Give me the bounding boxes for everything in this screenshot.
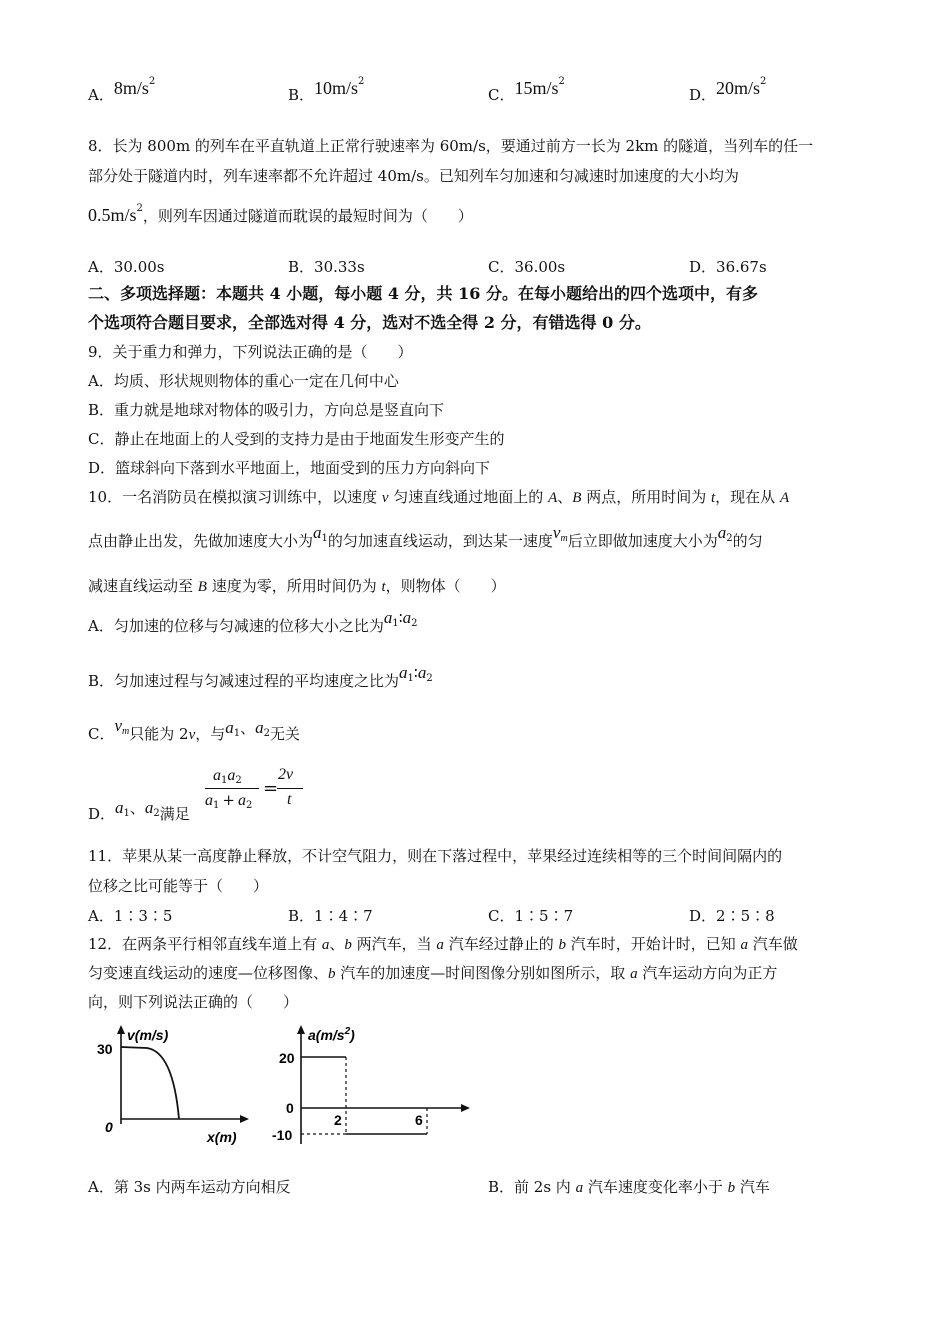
q11-option-c: C．1∶5∶7 xyxy=(488,907,574,925)
a-tick-neg10: -10 xyxy=(272,1127,293,1143)
velocity-curve xyxy=(121,1047,179,1119)
t-axis-arrow xyxy=(461,1104,470,1112)
formula-equals: = xyxy=(263,778,279,799)
q10-stem-line-3: 减速直线运动至 B 速度为零，所用时间仍为 t，则物体（ ） xyxy=(88,577,506,595)
q11-option-a: A．1∶3∶5 xyxy=(88,907,173,925)
formula-denominator: $a_1 + a_2$ xyxy=(205,791,253,811)
v-axis-arrow xyxy=(117,1025,125,1034)
q11-option-b: B．1∶4∶7 xyxy=(288,907,373,925)
formula-rhs-numerator: 2v xyxy=(278,766,294,783)
section-2-heading-line-1: 二、多项选择题：本题共 4 小题，每小题 4 分，共 16 分。在每小题给出的四个选项中，有多 xyxy=(88,284,758,303)
q11-stem-line-2: 位移之比可能等于（ ） xyxy=(88,877,269,895)
q12-stem-line-3: 向，则下列说法正确的（ ） xyxy=(88,993,299,1011)
q8-option-d: D．36.67s xyxy=(689,258,767,276)
q10-option-d-formula xyxy=(205,766,305,816)
a-tick-20: 20 xyxy=(279,1050,295,1066)
q12-stem-line-2: 匀变速直线运动的速度—位移图像、b 汽车的加速度—时间图像分别如图所示，取 a 汽车运动方向为正方 xyxy=(88,964,778,982)
q8-option-a: A．30.00s xyxy=(88,258,165,276)
q8-stem-line-2: 部分处于隧道内时，列车速率都不允许超过 40m/s。已知列车匀加速和匀减速时加速度的大小均为 xyxy=(88,167,739,185)
q10-option-d: D．$a_1$、$a_2$满足 xyxy=(88,798,190,823)
q8-option-c: C．36.00s xyxy=(488,258,566,276)
v-tick-30: 30 xyxy=(97,1041,113,1057)
q9-option-b: B．重力就是地球对物体的吸引力，方向总是竖直向下 xyxy=(88,401,445,419)
a-axis-label: $a(m/s^2)$ xyxy=(308,1026,355,1043)
q12-stem-line-1: 12．在两条平行相邻直线车道上有 a、b 两汽车，当 a 汽车经过静止的 b 汽车时，开始计时，已知 a 汽车做 xyxy=(88,935,798,953)
q11-stem-line-1: 11．苹果从某一高度静止释放，不计空气阻力，则在下落过程中，苹果经过连续相等的三个时间间隔内的 xyxy=(88,847,783,865)
q9-stem: 9．关于重力和弹力，下列说法正确的是（ ） xyxy=(88,343,413,361)
q9-option-c: C．静止在地面上的人受到的支持力是由于地面发生形变产生的 xyxy=(88,430,505,448)
velocity-position-graph xyxy=(95,1024,255,1148)
acceleration-time-graph xyxy=(272,1024,482,1148)
q9-option-d: D．篮球斜向下落到水平地面上，地面受到的压力方向斜向下 xyxy=(88,459,491,477)
q7-option-a: A．$8m/s^2$ xyxy=(88,76,156,104)
q7-option-b: B．$10m/s^2$ xyxy=(288,76,365,104)
origin-label: 0 xyxy=(105,1119,113,1135)
formula-fraction-bar-1 xyxy=(205,788,259,789)
a-axis-arrow xyxy=(297,1025,305,1034)
q11-option-d: D．2∶5∶8 xyxy=(689,907,775,925)
q8-option-b: B．30.33s xyxy=(288,258,365,276)
q10-option-a: A．匀加速的位移与匀减速的位移大小之比为$a_1∶a_2$ xyxy=(88,608,418,635)
a-tick-0: 0 xyxy=(286,1100,294,1116)
q9-option-a: A．均质、形状规则物体的重心一定在几何中心 xyxy=(88,372,399,390)
formula-rhs-denominator: t xyxy=(287,791,292,808)
formula-numerator: $a_1a_2$ xyxy=(213,767,242,786)
q10-option-c: C．$v_m$只能为 2v，与$a_1$、$a_2$无关 xyxy=(88,716,301,743)
x-axis-label: x(m) xyxy=(207,1129,237,1145)
q7-option-c: C．$15m/s^2$ xyxy=(488,76,565,104)
q10-option-b: B．匀加速过程与匀减速过程的平均速度之比为$a_1∶a_2$ xyxy=(88,663,433,690)
q8-stem-line-3: $0.5m/s^2$，则列车因通过隧道而耽误的最短时间为（ ） xyxy=(88,203,473,225)
section-2-heading-line-2: 个选项符合题目要求，全部选对得 4 分，选对不选全得 2 分，有错选得 0 分。 xyxy=(88,313,651,332)
x-axis-arrow xyxy=(240,1115,249,1123)
t-tick-2: 2 xyxy=(334,1112,342,1128)
q10-stem-line-1: 10．一名消防员在模拟演习训练中，以速度 v 匀速直线通过地面上的 A、B 两点，所用时间为 t，现在从 A xyxy=(88,488,790,506)
q7-option-d: D．$20m/s^2$ xyxy=(689,76,767,104)
q12-option-a: A．第 3s 内两车运动方向相反 xyxy=(88,1178,291,1196)
q10-stem-line-2: 点由静止出发，先做加速度大小为$a^1$的匀加速直线运动，到达某一速度$v^m$后立即做加速度大小为$a^2$的匀 xyxy=(88,523,763,550)
t-tick-6: 6 xyxy=(415,1112,423,1128)
formula-fraction-bar-2 xyxy=(277,788,303,789)
q12-option-b: B．前 2s 内 a 汽车速度变化率小于 b 汽车 xyxy=(488,1178,770,1196)
v-axis-label: v(m/s) xyxy=(127,1027,169,1043)
q8-stem-line-1: 8．长为 800m 的列车在平直轨道上正常行驶速率为 60m/s，要通过前方一长为 2km 的隧道，当列车的任一 xyxy=(88,137,814,155)
